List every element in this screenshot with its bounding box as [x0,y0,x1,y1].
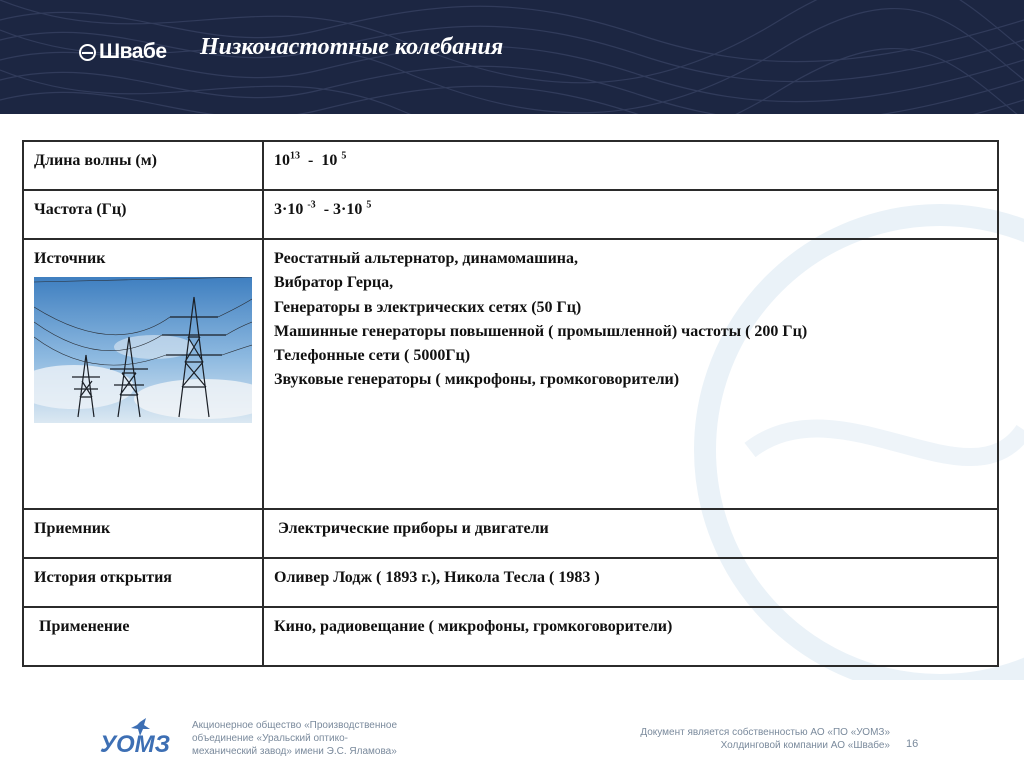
brand-logo [79,38,167,66]
table-row [23,141,998,190]
source-item: Генераторы в электрических сетях (50 Гц) [274,298,582,316]
source-list [263,239,998,509]
table-row [23,190,998,239]
source-item: Машинные генераторы повышенной ( промышленной) частоты ( 200 Гц) [274,322,808,340]
ownership-line: Документ является собственностью АО «ПО «УОМЗ» [640,727,890,738]
row-label: Приемник [23,509,263,558]
brand-name: Швабе [99,40,167,63]
row-value: 3·10 $^{-3}$ - 3·10 $^5$ [263,190,998,239]
footer-logo-text: УОМЗ [100,731,171,756]
row-value: Оливер Лодж ( 1893 г.), Никола Тесла ( 1983 ) [263,558,998,607]
row-value: Кино, радиовещание ( микрофоны, громкоговорители) [263,607,998,666]
row-label: Частота (Гц) [23,190,263,239]
properties-table [22,140,999,667]
company-line: Акционерное общество «Производственное [192,720,398,731]
ownership-note [560,726,890,752]
source-item: Реостатный альтернатор, динамомашина, [274,250,579,267]
row-label: Длина волны (м) [23,141,263,190]
row-label: Применение [23,607,263,666]
uomz-logo [100,716,186,756]
slide-title: Низкочастотные колебания [200,34,504,60]
table-row [23,558,998,607]
company-line: объединение «Уральский оптико- [192,733,348,744]
row-label: История открытия [23,558,263,607]
table-row [23,239,998,509]
table-row [23,509,998,558]
row-label: Источник [34,250,106,267]
source-item: Вибратор Герца, [274,274,394,292]
row-label-cell [23,239,263,509]
row-value: Электрические приборы и двигатели [263,509,998,558]
shvabe-logo-icon [79,44,96,61]
ownership-line: Холдинговой компании АО «Швабе» [720,740,890,751]
company-description [192,719,432,758]
power-line-towers-photo [34,277,252,423]
company-line: механический завод» имени Э.С. Яламова» [192,746,397,757]
page-number: 16 [906,738,919,750]
row-value: $10^{13} - 10$ $^5$ [263,141,998,190]
table-row [23,607,998,666]
header-banner [0,0,1024,114]
source-item: Звуковые генераторы ( микрофоны, громкоговорители) [274,371,680,389]
source-item: Телефонные сети ( 5000Гц) [274,347,471,365]
